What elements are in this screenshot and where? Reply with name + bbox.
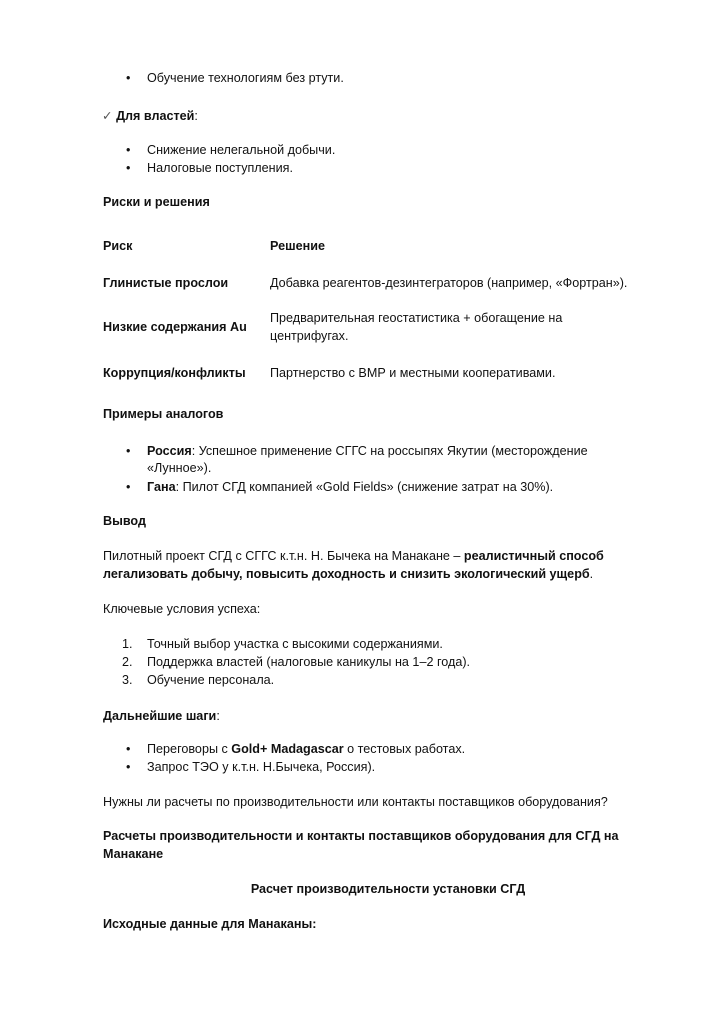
heading-text: Дальнейшие шаги — [103, 709, 217, 723]
list-item: Обучение персонала. — [147, 673, 275, 687]
table-header-solution — [270, 237, 325, 255]
text: Пилотный проект СГД с СГГС к.т.н. Н. Бычека на Манакане – — [103, 549, 464, 563]
list-item: Поддержка властей (налоговые каникулы на 1–2 года). — [147, 655, 471, 669]
table-header-risk — [103, 237, 132, 255]
question-paragraph: Нужны ли расчеты по производительности или контакты поставщиков оборудования? — [103, 795, 608, 809]
heading-text: Исходные данные для Манаканы: — [103, 917, 317, 931]
bullet: • — [126, 760, 131, 774]
table-cell-solution: Предварительная геостатистика + обогащение на — [270, 311, 563, 325]
authorities-title: Для властей — [116, 109, 195, 123]
list-item — [147, 442, 588, 460]
text: Переговоры с — [147, 742, 232, 756]
table-cell-risk — [103, 318, 247, 336]
table-cell-risk — [103, 274, 228, 292]
bullet: • — [126, 480, 131, 494]
list-item: Снижение нелегальной добычи. — [147, 143, 336, 157]
table-cell-solution: Добавка реагентов-дезинтеграторов (например, «Фортран»). — [270, 276, 628, 290]
country: Россия — [147, 444, 192, 458]
item-text: : Пилот СГД компанией «Gold Fields» (снижение затрат на 30%). — [175, 480, 554, 494]
colon: : — [216, 709, 220, 723]
bold-text: легализовать добычу, повысить доходность и снизить экологический ущерб — [103, 567, 590, 581]
analogs-heading — [103, 405, 223, 423]
bold-text: Gold+ Madagascar — [231, 742, 344, 756]
table-cell-solution-cont: центрифугах. — [270, 329, 349, 343]
list-item: Обучение технологиям без ртути. — [147, 71, 344, 85]
risks-heading — [103, 193, 210, 211]
list-number: 1. — [122, 637, 133, 651]
country: Гана — [147, 480, 176, 494]
bullet: • — [126, 161, 131, 175]
heading-text: Риски и решения — [103, 195, 210, 209]
next-steps-heading — [103, 707, 220, 725]
conclusion-heading — [103, 512, 146, 530]
text: о тестовых работах. — [343, 742, 466, 756]
list-item-cont: «Лунное»). — [147, 461, 212, 475]
heading-text: Примеры аналогов — [103, 407, 224, 421]
authorities-heading — [102, 107, 198, 125]
header-text: Решение — [270, 239, 325, 253]
bullet: • — [126, 71, 131, 85]
list-number: 3. — [122, 673, 133, 687]
header-text: Риск — [103, 239, 133, 253]
conclusion-paragraph — [103, 547, 604, 565]
subtitle-text: Расчет производительности установки СГД — [250, 882, 526, 896]
input-data-heading — [103, 915, 316, 933]
list-item — [147, 740, 465, 758]
bullet: • — [126, 742, 131, 756]
conclusion-paragraph-cont — [103, 565, 593, 583]
list-item: Точный выбор участка с высокими содержаниями. — [147, 637, 443, 651]
cell-text: Коррупция/конфликты — [103, 366, 246, 380]
section-title — [103, 827, 619, 845]
list-item — [147, 478, 553, 496]
cell-text: Низкие содержания Au — [103, 320, 247, 334]
table-cell-solution: Партнерство с ВМР и местными кооперативами. — [270, 366, 556, 380]
check-icon: ✓ — [102, 109, 113, 123]
conditions-label: Ключевые условия успеха: — [103, 602, 261, 616]
list-item: Налоговые поступления. — [147, 161, 293, 175]
colon: : — [194, 109, 198, 123]
title-text: Манакане — [103, 847, 164, 861]
bold-text: реалистичный способ — [463, 549, 604, 563]
bullet: • — [126, 444, 131, 458]
table-cell-risk — [103, 364, 246, 382]
bullet: • — [126, 143, 131, 157]
section-title-cont — [103, 845, 163, 863]
heading-text: Вывод — [103, 514, 146, 528]
item-text: : Успешное применение СГГС на россыпях Якутии (месторождение — [191, 444, 588, 458]
title-text: Расчеты производительности и контакты поставщиков оборудования для СГД на — [103, 829, 619, 843]
section-subtitle — [0, 880, 724, 898]
text: . — [589, 567, 594, 581]
list-item: Запрос ТЭО у к.т.н. Н.Бычека, Россия). — [147, 760, 376, 774]
cell-text: Глинистые прослои — [103, 276, 229, 290]
list-number: 2. — [122, 655, 133, 669]
